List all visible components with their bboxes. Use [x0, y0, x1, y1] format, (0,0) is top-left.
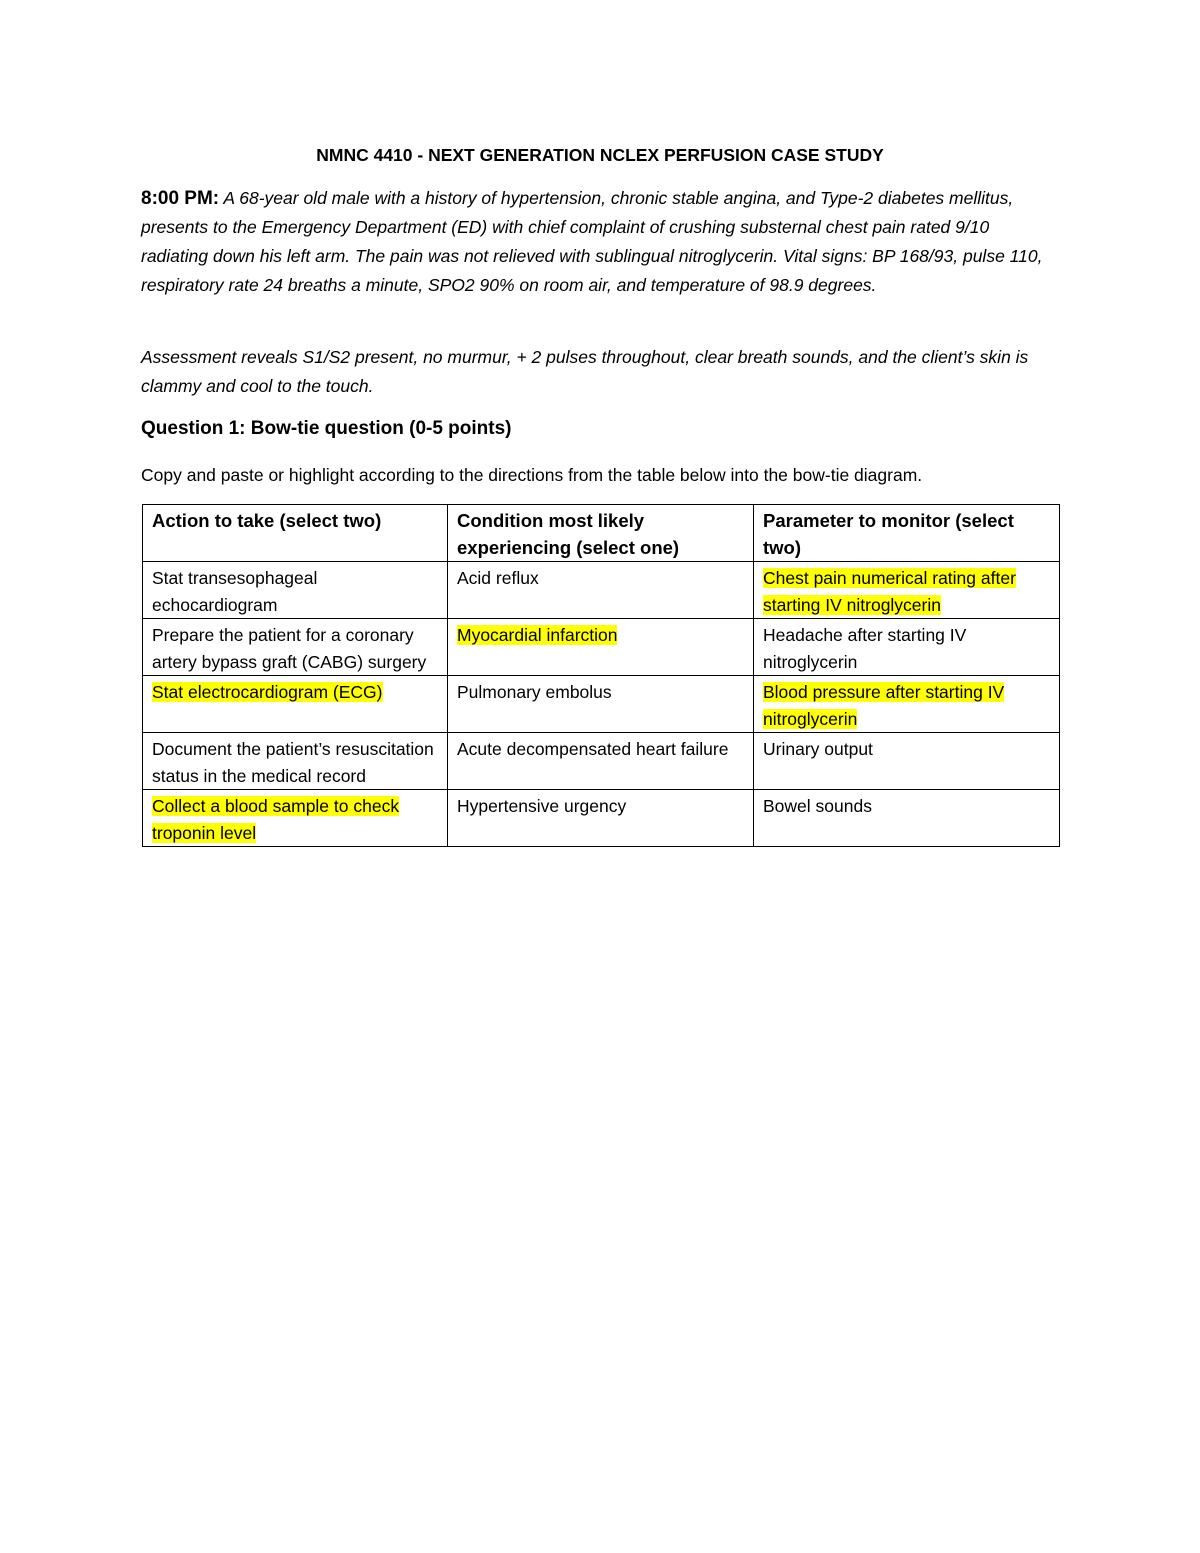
case-time-label: 8:00 PM: — [141, 188, 220, 209]
condition-option[interactable]: Acid reflux — [457, 568, 539, 588]
condition-option[interactable]: Acute decompensated heart failure — [457, 739, 729, 759]
table-row — [143, 790, 1060, 847]
header-parameter: Parameter to monitor (select two) — [754, 505, 1060, 562]
action-option[interactable]: Stat transesophageal echocardiogram — [152, 568, 318, 615]
question-directions: Copy and paste or highlight according to the directions from the table below into the bow-tie diagram. — [141, 465, 923, 485]
table-header-row — [143, 505, 1060, 562]
parameter-option-highlighted[interactable]: Blood pressure after starting IV nitroglycerin — [763, 682, 1005, 729]
assessment-paragraph: Assessment reveals S1/S2 present, no murmur, + 2 pulses throughout, clear breath sounds, and the client’s skin is clammy and cool to the touch. — [141, 347, 1029, 396]
table-row — [143, 676, 1060, 733]
document-title: NMNC 4410 - NEXT GENERATION NCLEX PERFUSION CASE STUDY — [316, 145, 884, 165]
parameter-cell — [754, 790, 1060, 847]
header-action: Action to take (select two) — [143, 505, 448, 562]
action-option[interactable]: Prepare the patient for a coronary artery bypass graft (CABG) surgery — [152, 625, 427, 672]
header-condition: Condition most likely experiencing (select one) — [448, 505, 754, 562]
parameter-option[interactable]: Urinary output — [763, 739, 873, 759]
action-cell — [143, 562, 448, 619]
action-option-highlighted[interactable]: Stat electrocardiogram (ECG) — [152, 682, 383, 702]
action-option-highlighted[interactable]: Collect a blood sample to check troponin level — [152, 796, 400, 843]
case-intro-paragraph — [141, 184, 1061, 300]
parameter-cell — [754, 733, 1060, 790]
bowtie-options-table — [142, 504, 1060, 847]
action-option[interactable]: Document the patient’s resuscitation status in the medical record — [152, 739, 434, 786]
condition-option[interactable]: Pulmonary embolus — [457, 682, 612, 702]
question-heading: Question 1: Bow-tie question (0-5 points) — [141, 418, 512, 439]
condition-cell — [448, 619, 754, 676]
condition-cell — [448, 733, 754, 790]
table-row — [143, 619, 1060, 676]
condition-option[interactable]: Hypertensive urgency — [457, 796, 627, 816]
condition-cell — [448, 676, 754, 733]
action-cell — [143, 790, 448, 847]
condition-cell — [448, 790, 754, 847]
parameter-cell — [754, 562, 1060, 619]
action-cell — [143, 733, 448, 790]
case-intro-text: A 68-year old male with a history of hypertension, chronic stable angina, and Type-2 diabetes mellitus, presents to the Emergency Department (ED) with chief complaint of crushing substernal chest pain rated 9/10 radiating down his left arm. The pain was not relieved with sublingual nitroglycerin. Vital signs: BP 168/93, pulse 110, respiratory rate 24 breaths a minute, SPO2 90% on room air, and temperature of 98.9 degrees. — [141, 188, 1043, 295]
action-cell — [143, 676, 448, 733]
parameter-option[interactable]: Headache after starting IV nitroglycerin — [763, 625, 967, 672]
parameter-option[interactable]: Bowel sounds — [763, 796, 872, 816]
parameter-option-highlighted[interactable]: Chest pain numerical rating after starting IV nitroglycerin — [763, 568, 1016, 615]
parameter-cell — [754, 619, 1060, 676]
parameter-cell — [754, 676, 1060, 733]
table-row — [143, 562, 1060, 619]
table-row — [143, 733, 1060, 790]
condition-option-highlighted[interactable]: Myocardial infarction — [457, 625, 618, 645]
action-cell — [143, 619, 448, 676]
condition-cell — [448, 562, 754, 619]
